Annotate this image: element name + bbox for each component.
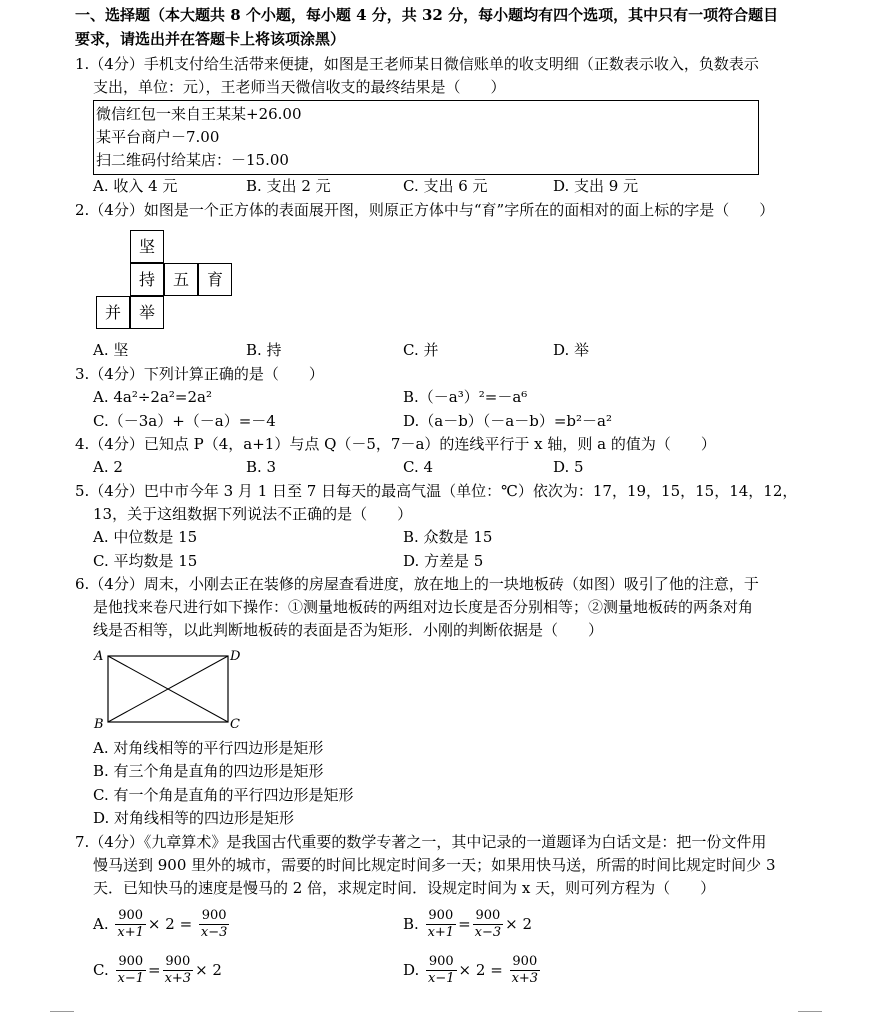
q1-option-c: C. 支出 6 元 bbox=[403, 177, 488, 195]
q4-stem: 4.（4分）已知点 P（4，a+1）与点 Q（－5，7－a）的连线平行于 x 轴，则 a 的值为（ ） bbox=[75, 435, 716, 453]
q3-option-d: D.（a－b）（－a－b）=b²－a² bbox=[403, 412, 612, 430]
q6-stem-line2: 是他找来卷尺进行如下操作：①测量地板砖的两组对边长度是否分别相等；②测量地板砖的两条对角 bbox=[93, 598, 754, 616]
q4-option-b: B. 3 bbox=[246, 458, 277, 476]
q4-option-c: C. 4 bbox=[403, 458, 434, 476]
fraction: $\frac{900}{x+3}$ bbox=[164, 953, 192, 986]
option-letter: C. bbox=[93, 961, 109, 979]
section-heading-line2: 要求，请选出并在答题卡上将该项涂黑） bbox=[75, 30, 346, 48]
q5-option-a: A. 中位数是 15 bbox=[93, 528, 198, 546]
net-cell: 举 bbox=[130, 296, 164, 329]
q1-bill-line: 扫二维码付给某店：－15.00 bbox=[96, 151, 289, 169]
page-corner-mark bbox=[50, 1011, 74, 1012]
q1-option-d: D. 支出 9 元 bbox=[553, 177, 639, 195]
q7-stem-line3: 天．已知快马的速度是慢马的 2 倍，求规定时间．设规定时间为 x 天，则可列方程为（ ） bbox=[93, 879, 716, 897]
fraction: $\frac{900}{x-1}$ bbox=[117, 953, 144, 986]
q1-bill-line: 某平台商户－7.00 bbox=[96, 128, 220, 146]
fraction: $\frac{900}{x+1}$ bbox=[427, 907, 455, 940]
q3-option-c: C.（－3a）+（－a）=－4 bbox=[93, 412, 276, 430]
q1-bill-line: 微信红包一来自王某某+26.00 bbox=[96, 105, 302, 123]
floor-tile-figure bbox=[92, 644, 252, 734]
q7-option-b: B. $\frac{900}{x+1}$ = $\frac{900}{x-3}$ × 2 bbox=[403, 907, 533, 940]
fraction: $\frac{900}{x-3}$ bbox=[474, 907, 502, 940]
q5-stem-line2: 13，关于这组数据下列说法不正确的是（ ） bbox=[93, 505, 413, 523]
q5-stem-line1: 5.（4分）巴中市今年 3 月 1 日至 7 日每天的最高气温（单位：℃）依次为：17，19，15，15，14，12， bbox=[75, 482, 798, 500]
vertex-label-b: B bbox=[94, 717, 104, 732]
q1-stem-line1: 1.（4分）手机支付给生活带来便捷，如图是王老师某日微信账单的收支明细（正数表示收入，负数表示 bbox=[75, 55, 759, 73]
option-letter: D. bbox=[403, 961, 420, 979]
q4-option-d: D. 5 bbox=[553, 458, 584, 476]
fraction: $\frac{900}{x-1}$ bbox=[428, 953, 455, 986]
q6-option-a: A. 对角线相等的平行四边形是矩形 bbox=[93, 739, 324, 757]
option-letter: A. bbox=[93, 915, 109, 933]
q1-option-a: A. 收入 4 元 bbox=[93, 177, 178, 195]
q6-option-b: B. 有三个角是直角的四边形是矩形 bbox=[93, 762, 324, 780]
fraction: $\frac{900}{x+1}$ bbox=[117, 907, 144, 940]
net-cell: 五 bbox=[164, 263, 198, 296]
q6-option-c: C. 有一个角是直角的平行四边形是矩形 bbox=[93, 786, 354, 804]
q2-option-d: D. 举 bbox=[553, 341, 590, 359]
q7-stem-line2: 慢马送到 900 里外的城市，需要的时间比规定时间多一天；如果用快马送，所需的时间比规定时间少 3 bbox=[93, 856, 776, 874]
net-cell: 持 bbox=[130, 263, 164, 296]
vertex-label-c: C bbox=[230, 717, 240, 732]
q5-option-d: D. 方差是 5 bbox=[403, 552, 484, 570]
q1-bill-box bbox=[93, 100, 759, 175]
q6-stem-line1: 6.（4分）周末，小刚去正在装修的房屋查看进度，放在地上的一块地板砖（如图）吸引了他的注意，于 bbox=[75, 575, 759, 593]
q6-option-d: D. 对角线相等的四边形是矩形 bbox=[93, 809, 295, 827]
q7-option-a: A. $\frac{900}{x+1}$ × 2 = $\frac{900}{x-3}$ bbox=[93, 907, 228, 940]
q3-option-b: B.（－a³）²=－a⁶ bbox=[403, 388, 528, 406]
q5-option-b: B. 众数是 15 bbox=[403, 528, 493, 546]
q2-option-b: B. 持 bbox=[246, 341, 282, 359]
q7-option-d: D. $\frac{900}{x-1}$ × 2 = $\frac{900}{x+3}$ bbox=[403, 953, 539, 986]
q3-option-a: A. 4a²÷2a²=2a² bbox=[93, 388, 213, 406]
section-heading-line1: 一、选择题（本大题共 8 个小题，每小题 4 分，共 32 分，每小题均有四个选项，其中只有一项符合题目 bbox=[75, 6, 779, 24]
net-cell: 并 bbox=[96, 296, 130, 329]
q7-stem-line1: 7.（4分）《九章算术》是我国古代重要的数学专著之一，其中记录的一道题译为白话文是：把一份文件用 bbox=[75, 833, 767, 851]
fraction: $\frac{900}{x-3}$ bbox=[200, 907, 228, 940]
q7-option-c: C. $\frac{900}{x-1}$ = $\frac{900}{x+3}$ × 2 bbox=[93, 953, 222, 986]
q2-stem: 2.（4分）如图是一个正方体的表面展开图，则原正方体中与“育”字所在的面相对的面上标的字是（ ） bbox=[75, 201, 775, 219]
q6-stem-line3: 线是否相等，以此判断地板砖的表面是否为矩形．小刚的判断依据是（ ） bbox=[93, 621, 604, 639]
fraction: $\frac{900}{x+3}$ bbox=[511, 953, 539, 986]
q1-stem-line2: 支出，单位：元），王老师当天微信收支的最终结果是（ ） bbox=[93, 78, 506, 96]
q2-option-c: C. 并 bbox=[403, 341, 439, 359]
q5-option-c: C. 平均数是 15 bbox=[93, 552, 198, 570]
q4-option-a: A. 2 bbox=[93, 458, 123, 476]
page-corner-mark bbox=[798, 1011, 822, 1012]
net-cell: 坚 bbox=[130, 230, 164, 263]
q1-option-b: B. 支出 2 元 bbox=[246, 177, 331, 195]
q2-option-a: A. 坚 bbox=[93, 341, 129, 359]
option-letter: B. bbox=[403, 915, 419, 933]
q3-stem: 3.（4分）下列计算正确的是（ ） bbox=[75, 365, 324, 383]
vertex-label-a: A bbox=[94, 649, 104, 664]
vertex-label-d: D bbox=[230, 649, 241, 664]
net-cell: 育 bbox=[198, 263, 232, 296]
